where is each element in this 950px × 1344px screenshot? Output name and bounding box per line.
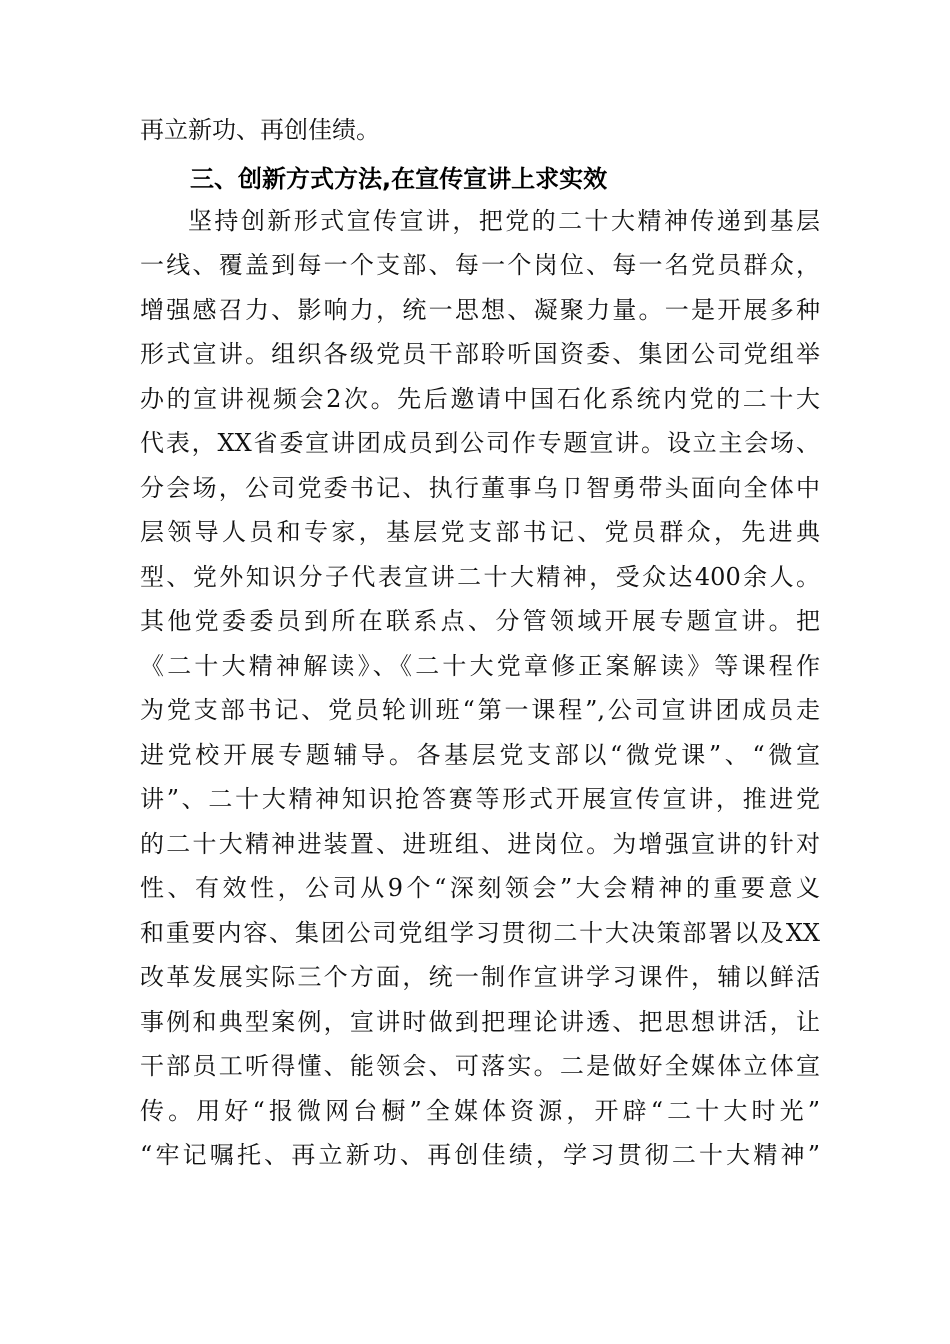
paragraph-line: 办的宣讲视频会2次。先后邀请中国石化系统内党的二十大 [140,385,820,413]
paragraph-line: 代表，XX省委宣讲团成员到公司作专题宣讲。设立主会场、 [140,429,820,457]
paragraph-line: 性、有效性，公司从9个“深刻领会”大会精神的重要意义 [140,874,820,902]
paragraph-line: 和重要内容、集团公司党组学习贯彻二十大决策部署以及XX [140,919,820,947]
paragraph-line: 进党校开展专题辅导。各基层党支部以“微党课”、“微宣 [140,741,820,769]
paragraph-line: “牢记嘱托、再立新功、再创佳绩，学习贯彻二十大精神” [140,1141,820,1169]
paragraph-line: 的二十大精神进装置、进班组、进岗位。为增强宣讲的针对 [140,830,820,858]
paragraph-line: 层领导人员和专家，基层党支部书记、党员群众，先进典 [140,518,820,546]
paragraph-line: 一线、覆盖到每一个支部、每一个岗位、每一名党员群众， [140,251,820,279]
paragraph-line: 分会场，公司党委书记、执行董事乌卩智勇带头面向全体中 [140,474,820,502]
section-heading: 三、创新方式方法,在宣传宣讲上求实效 [190,165,608,193]
paragraph-line: 其他党委委员到所在联系点、分管领域开展专题宣讲。把 [140,607,820,635]
paragraph-line: 讲”、二十大精神知识抢答赛等形式开展宣传宣讲，推进党 [140,785,820,813]
paragraph-line: 增强感召力、影响力，统一思想、凝聚力量。一是开展多种 [140,296,820,324]
paragraph-line: 形式宣讲。组织各级党员干部聆听国资委、集团公司党组举 [140,340,820,368]
paragraph-line: 坚持创新形式宣传宣讲，把党的二十大精神传递到基层 [188,207,820,235]
paragraph-line: 干部员工听得懂、能领会、可落实。二是做好全媒体立体宣 [140,1052,820,1080]
paragraph-line: 事例和典型案例，宣讲时做到把理论讲透、把思想讲活，让 [140,1008,820,1036]
paragraph-line: 传。用好“报微网台橱”全媒体资源，开辟“二十大时光” [140,1097,820,1125]
paragraph-line: 《二十大精神解读》、《二十大党章修正案解读》等课程作 [140,652,820,680]
continuation-line: 再立新功、再创佳绩。 [140,116,380,144]
paragraph-line: 型、党外知识分子代表宣讲二十大精神，受众达400余人。 [140,563,820,591]
paragraph-line: 改革发展实际三个方面，统一制作宣讲学习课件，辅以鲜活 [140,963,820,991]
paragraph-line: 为党支部书记、党员轮训班“第一课程”,公司宣讲团成员走 [140,696,820,724]
